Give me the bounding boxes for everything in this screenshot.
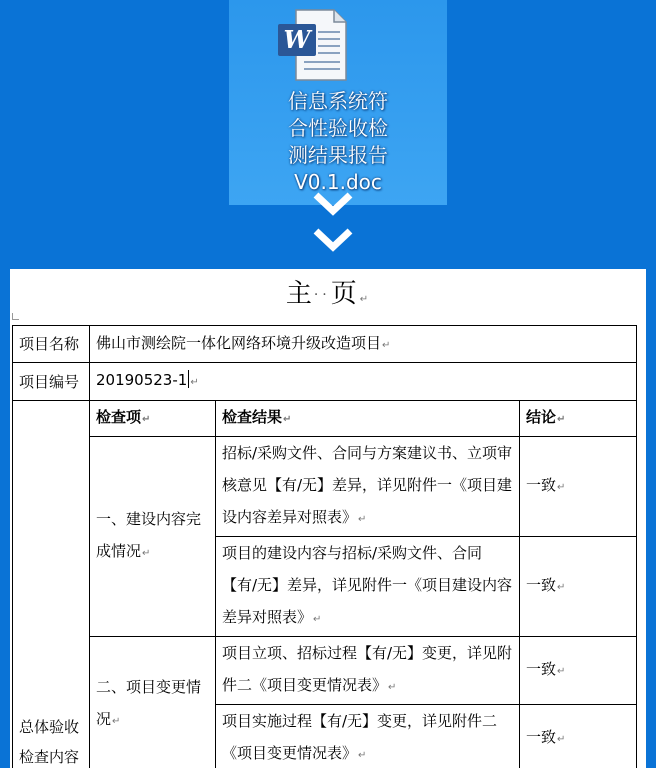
result-cell[interactable]: 项目的建设内容与招标/采购文件、合同【有/无】差异，详见附件一《项目建设内容差异对照表》↵ (216, 537, 520, 637)
conclusion-cell[interactable]: 一致↵ (520, 537, 637, 637)
title-char-1: 主 (285, 279, 314, 309)
project-name-value[interactable]: 佛山市测绘院一体化网络环境升级改造项目↵ (90, 326, 637, 363)
result-cell[interactable]: 招标/采购文件、合同与方案建议书、立项审核意见【有/无】差异，详见附件一《项目建设内容差异对照表》↵ (216, 437, 520, 537)
conclusion-cell[interactable]: 一致↵ (520, 437, 637, 537)
header-check-item: 检查项↵ (90, 401, 216, 437)
overall-check-label: 总体验收检查内容 (13, 401, 90, 768)
result-cell[interactable]: 项目实施过程【有/无】变更，详见附件二《项目变更情况表》↵ (216, 705, 520, 768)
project-no-value[interactable]: 20190523-1 ↵ (90, 363, 637, 401)
document-page[interactable] (10, 269, 646, 768)
header-conclusion: 结论↵ (520, 401, 637, 437)
result-cell[interactable]: 项目立项、招标过程【有/无】变更，详见附件二《项目变更情况表》↵ (216, 637, 520, 705)
title-char-2: 页 (330, 279, 359, 309)
conclusion-cell[interactable]: 一致↵ (520, 705, 637, 768)
file-name-line-4: V0.1.doc (294, 170, 382, 194)
table-row (13, 637, 637, 705)
margin-corner-mark (12, 313, 19, 320)
table-row (13, 437, 637, 537)
table-header-row (13, 401, 637, 437)
report-table (12, 325, 637, 768)
file-name-line-1: 信息系统符 (288, 89, 388, 113)
file-name-line-3: 测结果报告 (288, 143, 388, 167)
project-name-label: 项目名称 (13, 326, 90, 363)
section-item-2: 二、项目变更情况↵ (90, 637, 216, 768)
conclusion-cell[interactable]: 一致↵ (520, 637, 637, 705)
file-name-line-2: 合性验收检 (288, 116, 388, 140)
paragraph-mark: ↵ (359, 294, 371, 305)
table-row (13, 363, 637, 401)
word-document-icon[interactable] (274, 6, 352, 84)
table-row (13, 326, 637, 363)
double-chevron-down-icon (310, 187, 356, 259)
title-dots: ·· (313, 287, 331, 303)
svg-text:W: W (283, 25, 311, 54)
page-title (10, 273, 646, 310)
section-item-1: 一、建设内容完成情况↵ (90, 437, 216, 637)
project-no-label: 项目编号 (13, 363, 90, 401)
header-check-result: 检查结果↵ (216, 401, 520, 437)
file-name-label[interactable] (229, 88, 447, 196)
